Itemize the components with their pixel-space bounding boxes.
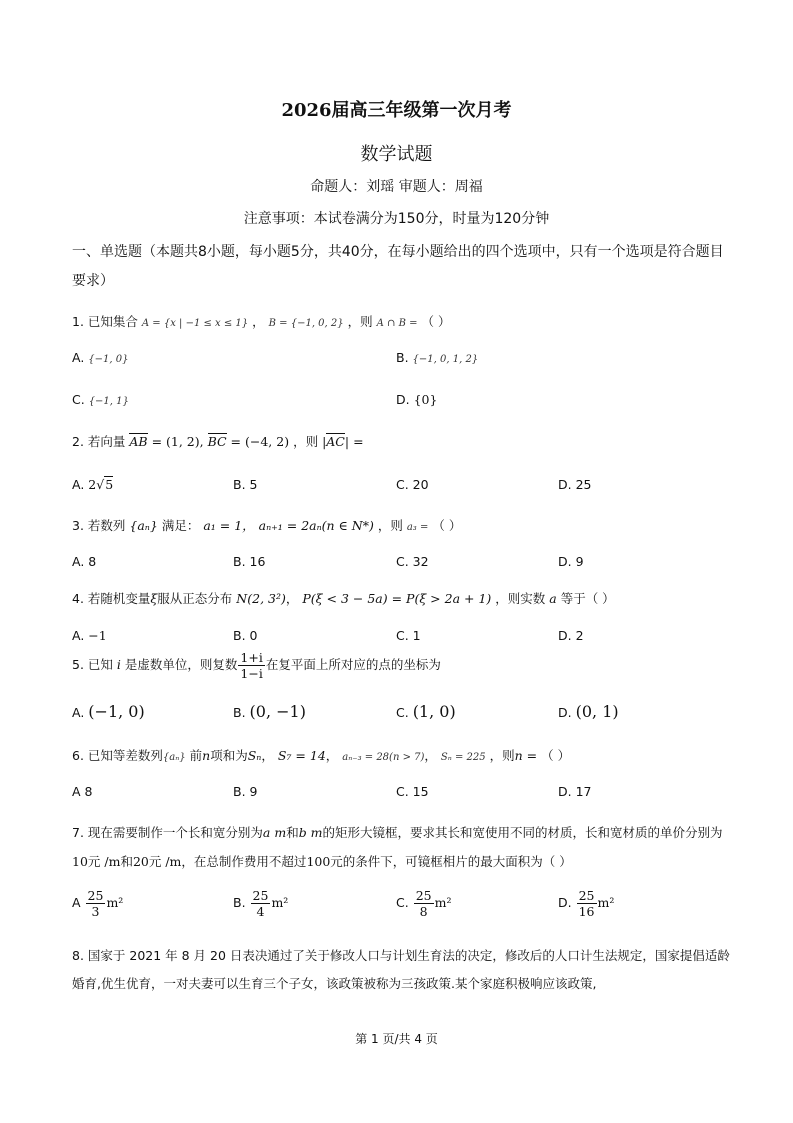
q7-option-d-num: 25 [578,888,595,903]
q3-cond1: a₁ = 1， [203,518,255,533]
q7-and2: 和 [120,854,133,869]
q5-fraction [238,650,264,681]
q7-option-b-fraction [251,888,271,919]
q7-option-c [396,888,451,919]
q1-sep: ， [252,314,265,329]
q1-option-a [72,350,128,365]
q4-option-a-label: A. [72,628,85,643]
q4-option-a-text: −1 [88,628,107,643]
q5-option-d-text: (0, 1) [575,702,619,721]
q7-option-a-num: 25 [87,888,104,903]
q5-option-b-label: B. [233,705,246,720]
q3-option-d: D. 9 [558,554,584,569]
q1-option-c-label: C. [72,392,85,407]
question-8: 8. 国家于 2021 年 8 月 20 日表决通过了关于修改人口与计划生育法的决定，修改后的人口计生法规定，国家提倡适龄婚育,优生优育，一对夫妻可以生育三个子女，该政策被称为三孩政策.某个家庭积极响应该政策, [72,948,730,991]
question-4 [72,589,615,607]
q7-option-d [558,888,614,919]
q7-line2a: 单价分别为 [660,825,723,840]
q7-option-b-num: 25 [252,888,269,903]
q7-price2: 20元 /m [132,854,182,869]
q5-option-b-text: (0, −1) [249,702,306,721]
q6-ask: ，则 [489,748,515,763]
q5-denominator: 1−i [240,666,263,681]
q1-option-d [396,392,437,407]
q4-option-d: D. 2 [558,628,584,643]
q2-option-a-rad: 5 [105,477,114,492]
section-heading: 一、单选题（本题共8小题，每小题5分，共40分，在每小题给出的四个选项中，只有一个选项是符合题目要求） [72,244,724,289]
q1-prefix: 1. 已知集合 [72,314,138,329]
q6-mid1: 前 [189,748,203,763]
q2-eq2: = (−4, 2) [226,434,290,449]
exam-title: 2026届高三年级第一次月考 [281,100,512,121]
q7-price1: 10元 /m [72,854,121,869]
q6-an3: aₙ₋₃ = 28(n > 7) [342,752,425,763]
q7-option-c-den: 8 [419,904,428,919]
q1-option-d-text: {0} [413,392,438,407]
q1-paren: （ ） [421,314,451,329]
q3-paren: （ ） [432,518,462,533]
q1-set-a: A = {x | −1 ≤ x ≤ 1} [141,318,249,329]
q4-mid: 服从正态分布 [157,591,233,606]
q4-option-a [72,628,107,643]
q7-option-a-fraction [86,888,106,919]
q3-seq: {aₙ} [129,518,158,533]
q7-b-m: b m [298,825,323,840]
q7-a-m: a m [262,825,287,840]
q1-set-b: B = {−1, 0, 2} [268,318,344,329]
q3-option-b: B. 16 [233,554,266,569]
q6-sep2: ， [325,748,339,763]
q2-option-a-label: A. [72,477,85,492]
q5-i: i [116,657,121,672]
q6-s7: S₇ = 14 [277,748,326,763]
q2-vec-ab: AB [129,434,148,449]
q5-numerator: 1+i [240,650,263,665]
q5-option-b [233,702,306,721]
q1-option-c-text: {−1, 1} [88,396,129,407]
q6-mid2: 项和为 [210,748,248,763]
q1-option-d-label: D. [396,392,410,407]
q3-prefix: 3. 若数列 [72,518,126,533]
q3-mid: 满足： [161,518,200,533]
q6-paren: （ ） [541,748,571,763]
q7-option-d-unit: m² [597,895,615,910]
exam-notice: 注意事项：本试卷满分为150分，时量为120分钟 [243,211,550,227]
q7-line2b: ，在总制作费用不超过 [181,854,307,869]
question-7 [72,818,732,876]
q3-option-c: C. 32 [396,554,429,569]
q2-vec-bc: BC [207,434,227,449]
q4-dist: N(2, 3²) [236,591,286,606]
q1-expr: A ∩ B = [376,318,418,329]
q7-option-c-unit: m² [434,895,452,910]
q2-option-a: A. 2√5 [72,477,114,492]
exam-authors: 命题人：刘瑶 审题人：周福 [310,179,483,195]
question-1 [72,312,450,330]
q7-option-c-fraction [414,888,434,919]
q2-option-c: C. 20 [396,477,429,492]
q2-option-b: B. 5 [233,477,258,492]
q7-line1: 7. 现在需要制作一个长和宽分别为 [72,825,263,840]
q7-budget: 100 [306,854,331,869]
q1-option-b-label: B. [396,350,409,365]
q2-ask: ，则 [293,434,319,449]
q3-target: a₃ = [406,522,429,533]
q4-option-c: C. 1 [396,628,421,643]
page-footer: 第 1 页/共 4 页 [355,1032,438,1046]
q2-prefix: 2. 若向量 [72,434,126,449]
q1-option-b [396,350,478,365]
q2-vec-ac: AC [326,434,345,449]
q7-line1b: 的矩形大镜框，要求其长和宽使用不同的材质，长和宽材质的 [322,825,661,840]
q6-snv: Sₙ = 225 [440,752,486,763]
q6-option-d: D. 17 [558,784,592,799]
q6-n: n [202,748,211,763]
q7-option-b [233,888,288,919]
q7-option-b-label: B. [233,895,246,910]
q3-cond2: aₙ₊₁ = 2aₙ(n ∈ N*) [258,518,374,533]
q5-option-c-text: (1, 0) [412,702,456,721]
q7-and: 和 [286,825,299,840]
q7-option-d-den: 16 [578,904,595,919]
q4-ask: ，则实数 [495,591,546,606]
q6-target: n = [514,748,538,763]
q4-prob: P(ξ < 3 − 5a) = P(ξ > 2a + 1) [302,591,492,606]
q5-option-c-label: C. [396,705,409,720]
q4-var: a [549,591,557,606]
q7-option-c-label: C. [396,895,409,910]
q7-option-a-label: A [72,895,81,910]
q6-prefix: 6. 已知等差数列 [72,748,163,763]
exam-subtitle: 数学试题 [360,144,433,165]
q7-option-b-unit: m² [271,895,289,910]
q5-prefix: 5. 已知 [72,657,113,672]
q2-tail: = [349,434,364,449]
q1-ask: ，则 [347,314,373,329]
q5-option-c [396,702,456,721]
question-3 [72,516,461,534]
q4-prefix: 4. 若随机变量 [72,591,151,606]
question-2: 2. 若向量 AB = (1, 2), BC = (−4, 2) ，则 |AC| = [72,434,364,449]
q6-option-a: A 8 [72,784,93,799]
q4-tail: 等于（ ） [560,591,615,606]
q5-option-d [558,702,619,721]
q2-option-d: D. 25 [558,477,592,492]
q7-line2c: 元的条件下，可镜框相片的最大面积为（ ） [330,854,572,869]
q5-tail: 在复平面上所对应的点的坐标为 [265,657,441,672]
q4-option-b: B. 0 [233,628,258,643]
q7-option-a-unit: m² [106,895,124,910]
question-5 [72,650,441,681]
q5-option-a-label: A. [72,705,85,720]
q1-option-c [72,392,129,407]
q1-option-a-label: A. [72,350,85,365]
q4-sep: ， [285,591,299,606]
q6-sn: Sₙ [247,748,262,763]
q3-option-a: A. 8 [72,554,97,569]
q7-option-c-num: 25 [415,888,432,903]
q5-option-a [72,702,145,721]
q2-eq1: = (1, 2), [147,434,204,449]
question-6 [72,746,570,764]
q7-option-d-fraction [577,888,597,919]
q5-mid: 是虚数单位，则复数 [124,657,238,672]
q3-ask: ，则 [377,518,403,533]
q5-option-d-label: D. [558,705,572,720]
q7-option-b-den: 4 [256,904,265,919]
q7-option-a [72,888,123,919]
q2-option-a-coef: 2 [88,477,97,492]
q7-option-a-den: 3 [91,904,100,919]
q4-xi: ξ [150,591,158,606]
q6-option-c: C. 15 [396,784,429,799]
q6-sep3: ， [424,748,437,763]
q6-seq: {aₙ} [162,752,186,763]
q6-sep1: ， [261,748,274,763]
q1-option-a-text: {−1, 0} [88,354,129,365]
q1-option-b-text: {−1, 0, 1, 2} [412,354,479,365]
q6-option-b: B. 9 [233,784,258,799]
q5-option-a-text: (−1, 0) [88,702,145,721]
q7-option-d-label: D. [558,895,572,910]
